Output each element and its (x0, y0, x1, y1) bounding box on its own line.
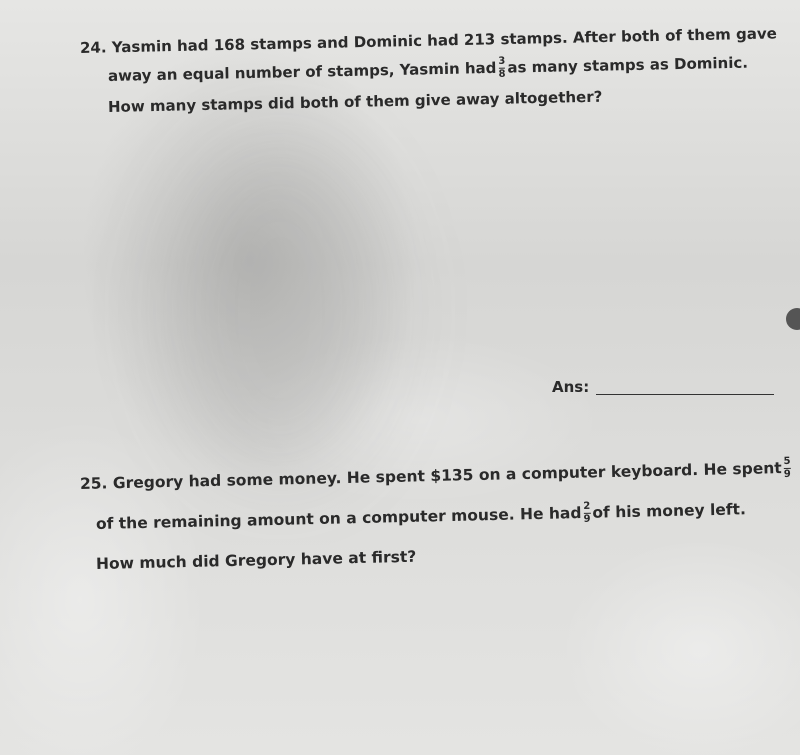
question-24-line-3 (108, 85, 603, 119)
question-25-line-1 (80, 456, 793, 496)
page-edge-dot (786, 308, 800, 330)
fraction-denominator: 9 (583, 513, 591, 525)
fraction-2-9 (583, 502, 590, 525)
fraction-numerator: 2 (583, 500, 591, 512)
question-25-text-2b: of his money left. (592, 500, 747, 522)
fraction-3-8 (498, 57, 505, 80)
question-24-text-2a: away an equal number of stamps, Yasmin had (107, 58, 497, 85)
question-24-text-2b: as many stamps as Dominic. (507, 53, 749, 77)
question-25-text-1: Gregory had some money. He spent $135 on a computer keyboard. He spent (112, 459, 782, 493)
question-24-text-3: How many stamps did both of them give away altogether? (107, 87, 603, 116)
fraction-numerator: 3 (498, 55, 506, 67)
question-24-text-1: Yasmin had 168 stamps and Dominic had 213 stamps. After both of them gave (111, 24, 778, 57)
question-24-number: 24. (79, 38, 107, 57)
fraction-denominator: 9 (783, 468, 791, 481)
fraction-denominator: 8 (498, 68, 506, 80)
answer-label: Ans: (552, 378, 590, 396)
answer-blank[interactable] (596, 394, 774, 395)
question-25-text-2a: of the remaining amount on a computer mouse. He had (95, 503, 582, 533)
fraction-5-9 (783, 457, 790, 480)
fraction-numerator: 5 (783, 455, 791, 468)
shadow (170, 140, 390, 480)
question-25-line-3 (96, 545, 417, 576)
question-25-number: 25. (79, 474, 108, 493)
question-25-line-2 (96, 497, 746, 536)
question-25-text-3: How much did Gregory have at first? (95, 547, 417, 573)
